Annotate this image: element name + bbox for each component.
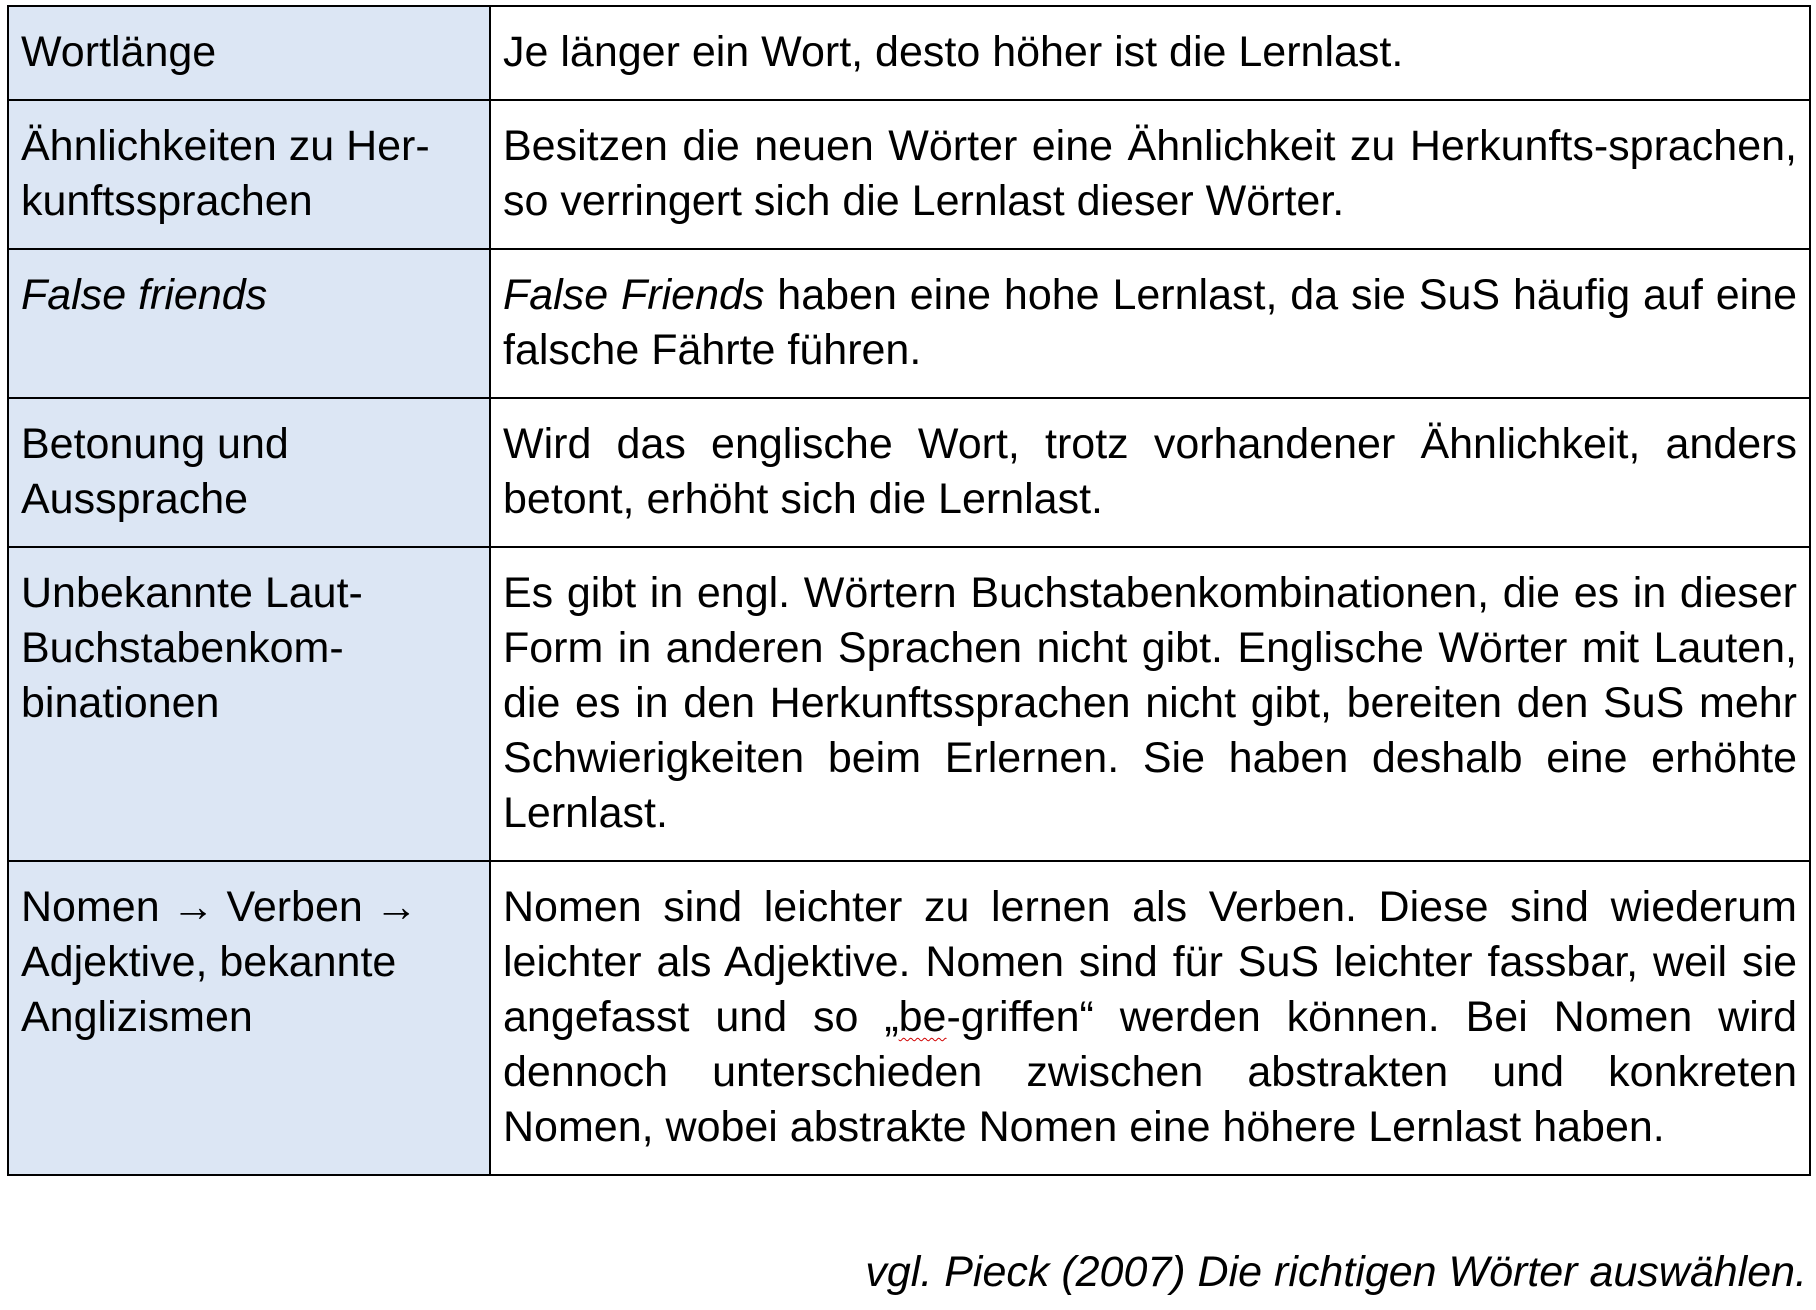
- table-row: [8, 398, 1810, 547]
- table-row: [8, 249, 1810, 398]
- source-citation: vgl. Pieck (2007) Die richtigen Wörter auswählen.: [865, 1248, 1807, 1296]
- vocabulary-difficulty-table-container: [7, 5, 1811, 1176]
- vocabulary-difficulty-table: [7, 5, 1811, 1176]
- row-description-false-friends: [490, 249, 1810, 398]
- row-description-similarities: Besitzen die neuen Wörter eine Ähnlichkeit zu Herkunfts-sprachen, so verringert sich die Lernlast dieser Wörter.: [490, 100, 1810, 249]
- table-row: [8, 547, 1810, 861]
- row-label-word-length: Wortlänge: [8, 6, 490, 100]
- row-description-word-classes: [490, 861, 1810, 1175]
- row-label-stress-pronunciation: Betonung und Aussprache: [8, 398, 490, 547]
- row-description-word-length: Je länger ein Wort, desto höher ist die Lernlast.: [490, 6, 1810, 100]
- table-row: [8, 6, 1810, 100]
- row-label-word-classes: Nomen → Verben → Adjektive, bekannte Anglizismen: [8, 861, 490, 1175]
- word-classes-text-end: -griffen“ werden können. Bei Nomen wird dennoch unterschieden zwischen abstrakten und konkreten Nomen, wobei abstrakte Nomen eine höhere Lernlast haben.: [503, 993, 1797, 1151]
- row-description-sound-letter-combinations: Es gibt in engl. Wörtern Buchstabenkombinationen, die es in dieser Form in anderen Sprachen nicht gibt. Englische Wörter mit Lauten, die es in den Herkunftssprachen nicht gibt, bereiten den SuS mehr Schwierigkeiten beim Erlernen. Sie haben deshalb eine erhöhte Lernlast.: [490, 547, 1810, 861]
- table-row: [8, 861, 1810, 1175]
- row-label-false-friends: False friends: [8, 249, 490, 398]
- table-row: [8, 100, 1810, 249]
- false-friends-term: False Friends: [503, 271, 765, 319]
- false-friends-explanation: haben eine hohe Lernlast, da sie SuS häufig auf eine falsche Fährte führen.: [503, 271, 1797, 374]
- row-description-stress-pronunciation: Wird das englische Wort, trotz vorhandener Ähnlichkeit, anders betont, erhöht sich die Lernlast.: [490, 398, 1810, 547]
- word-classes-text-start: Nomen sind leichter zu lernen als Verben. Diese sind wiederum leichter als Adjektive. Nomen sind für SuS leichter fassbar, weil sie angefasst und so „: [503, 883, 1797, 1041]
- row-label-sound-letter-combinations: Unbekannte Laut-Buchstabenkom-binationen: [8, 547, 490, 861]
- row-label-similarities: Ähnlichkeiten zu Her-kunftssprachen: [8, 100, 490, 249]
- spellcheck-marked-word: be: [898, 993, 947, 1041]
